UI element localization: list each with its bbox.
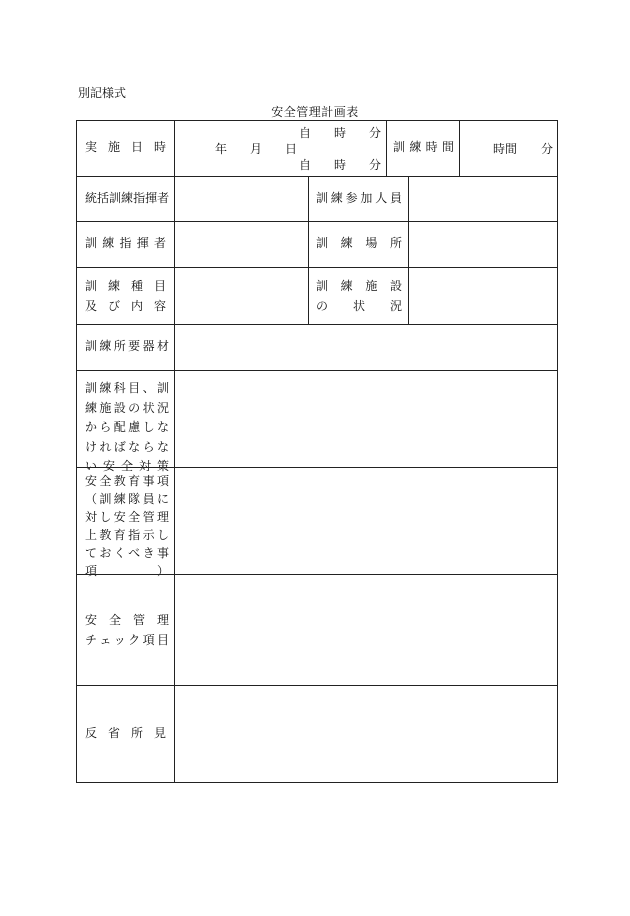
- label-char: 管: [142, 510, 155, 524]
- label-char: 内: [130, 298, 143, 313]
- label-char: 全: [120, 459, 133, 473]
- label-char: 況: [389, 298, 402, 313]
- label-char: 練: [113, 492, 126, 506]
- label-char: 所: [130, 726, 143, 740]
- label-line: [316, 277, 402, 297]
- label-line: [85, 379, 169, 399]
- time-part: 時: [333, 158, 346, 172]
- label-char: し: [99, 510, 112, 524]
- end-time[interactable]: [299, 156, 381, 173]
- label-char: 全: [108, 613, 121, 627]
- time-part: 年: [215, 142, 228, 156]
- page-title: 安全管理計画表: [271, 105, 359, 119]
- label-char: き: [142, 546, 155, 560]
- label-char: 指: [119, 236, 132, 250]
- label-char: 状: [352, 298, 365, 313]
- label-char: 時: [153, 140, 166, 154]
- label-char: 配: [113, 420, 126, 434]
- label-line: [85, 297, 166, 317]
- label-char: 安: [102, 459, 115, 473]
- label-char: 目: [156, 632, 169, 647]
- label-line: [85, 544, 169, 562]
- label-char: 間: [441, 140, 454, 154]
- form-type-label: 別記様式: [78, 86, 127, 100]
- label-char: し: [142, 420, 155, 434]
- label-char: 反: [85, 726, 98, 740]
- time-part: 時: [333, 126, 346, 140]
- facility-value-cell[interactable]: [408, 267, 558, 324]
- label-char: 加: [360, 191, 373, 205]
- label-char: 項: [142, 632, 155, 647]
- label-char: 員: [142, 492, 155, 506]
- label-char: ば: [113, 439, 126, 454]
- label-char: 要: [128, 339, 141, 353]
- label-char: 訓: [156, 381, 169, 395]
- safety-measures-value-cell[interactable]: [174, 370, 558, 467]
- label-char: 施: [99, 400, 112, 415]
- label-char: 器: [142, 339, 155, 353]
- time-part: 分: [540, 142, 553, 156]
- label-char: れ: [99, 439, 112, 454]
- equipment-label-cell: [76, 324, 174, 370]
- label-char: け: [85, 439, 98, 454]
- label-char: 事: [142, 474, 155, 488]
- label-char: 示: [142, 528, 155, 542]
- label-char: な: [156, 439, 169, 454]
- label-char: 対: [138, 459, 151, 473]
- label-char: 練: [340, 279, 353, 293]
- time-part: 時間: [493, 142, 518, 156]
- label-char: 練: [107, 279, 120, 293]
- label-char: 況: [156, 400, 169, 415]
- check-items-label: [85, 611, 169, 650]
- label-char: チ: [85, 632, 98, 647]
- label-char: 練: [409, 140, 422, 154]
- place-label-cell: [308, 221, 408, 267]
- label-char: 策: [156, 459, 169, 473]
- label-char: な: [128, 439, 141, 454]
- label-char: 場: [365, 236, 378, 250]
- label-char: び: [107, 298, 120, 313]
- label-char: 容: [153, 298, 166, 313]
- reflection-label-cell: [76, 685, 174, 783]
- label-char: か: [85, 420, 98, 434]
- label-line: [85, 418, 169, 438]
- participants-label: [316, 189, 402, 209]
- label-char: 訓: [85, 381, 98, 395]
- label-char: 育: [113, 528, 126, 542]
- place-value-cell[interactable]: [408, 221, 558, 267]
- time-part: 日: [284, 142, 297, 156]
- label-line: [85, 438, 169, 458]
- label-char: 参: [345, 191, 358, 205]
- label-line: [85, 508, 169, 526]
- label-char: 全: [128, 510, 141, 524]
- label-char: 項: [156, 474, 169, 488]
- equipment-label: [85, 337, 169, 357]
- commander-value-cell[interactable]: [174, 176, 308, 221]
- label-char: 訓: [393, 140, 406, 154]
- label-char: 人: [375, 191, 388, 205]
- label-char: く: [113, 546, 126, 560]
- label-char: 練: [85, 400, 98, 415]
- label-char: 練: [99, 339, 112, 353]
- type-label: [85, 277, 166, 316]
- education-label: [85, 472, 169, 580]
- participants-label-cell: [308, 176, 408, 221]
- label-char: 教: [99, 528, 112, 542]
- label-char: 揮: [145, 191, 158, 205]
- education-label-cell: [76, 467, 174, 578]
- label-char: 理: [156, 510, 169, 524]
- label-char: 科: [113, 381, 126, 395]
- duration-label: [393, 138, 454, 158]
- label-char: 訓: [316, 279, 329, 293]
- label-char: 者: [153, 236, 166, 250]
- equipment-value-cell[interactable]: [174, 324, 558, 370]
- time-part: 分: [368, 126, 381, 140]
- time-part: 分: [368, 158, 381, 172]
- label-char: 所: [389, 236, 402, 250]
- leader-value-cell[interactable]: [174, 221, 308, 267]
- check-items-value-cell[interactable]: [174, 574, 558, 685]
- label-char: ッ: [113, 632, 126, 647]
- commander-label-cell: [76, 176, 174, 221]
- label-char: （: [85, 492, 98, 506]
- label-char: 訓: [99, 492, 112, 506]
- type-value-cell[interactable]: [174, 267, 308, 324]
- time-part: 自: [299, 158, 312, 172]
- label-char: 員: [389, 191, 402, 205]
- label-char: い: [85, 459, 98, 473]
- label-char: 安: [113, 510, 126, 524]
- label-line: [85, 526, 169, 544]
- label-line: [85, 611, 169, 631]
- label-char: 見: [153, 726, 166, 740]
- label-char: 対: [85, 510, 98, 524]
- label-char: 括: [97, 191, 110, 205]
- date-value-cell[interactable]: [174, 120, 386, 176]
- label-char: 及: [85, 298, 98, 313]
- label-char: 事: [156, 546, 169, 560]
- label-char: 安: [85, 474, 98, 488]
- label-char: 項: [85, 564, 98, 578]
- label-char: お: [99, 546, 112, 560]
- label-char: 訓: [85, 236, 98, 250]
- safety-measures-label: [85, 379, 169, 477]
- label-char: べ: [128, 546, 141, 560]
- duration-value-cell[interactable]: [459, 120, 558, 176]
- label-char: ら: [99, 420, 112, 434]
- commander-label: [85, 189, 169, 209]
- place-label: [316, 234, 402, 254]
- label-line: [85, 631, 169, 651]
- type-label-cell: [76, 267, 174, 324]
- label-char: 省: [107, 726, 120, 740]
- label-char: 練: [330, 191, 343, 205]
- label-char: 練: [340, 236, 353, 250]
- facility-label: [316, 277, 402, 316]
- label-char: 実: [85, 140, 98, 154]
- time-part: 自: [299, 126, 312, 140]
- label-char: 理: [156, 613, 169, 627]
- label-char: 訓: [85, 279, 98, 293]
- label-line: [316, 297, 402, 317]
- label-line: [85, 472, 169, 490]
- label-char: 慮: [128, 420, 141, 434]
- label-char: 施: [107, 140, 120, 154]
- label-char: て: [85, 546, 98, 560]
- duration-label-cell: [386, 120, 459, 176]
- label-char: 訓: [316, 236, 329, 250]
- label-char: 統: [85, 191, 98, 205]
- label-char: 訓: [85, 339, 98, 353]
- start-time[interactable]: [299, 124, 381, 141]
- reflection-label: [85, 724, 166, 744]
- time-part: 月: [249, 142, 262, 156]
- label-char: 上: [85, 528, 98, 542]
- label-char: 者: [157, 191, 170, 205]
- label-line: [85, 490, 169, 508]
- safety-measures-label-cell: [76, 370, 174, 473]
- label-char: 指: [128, 528, 141, 542]
- facility-label-cell: [308, 267, 408, 324]
- label-char: 管: [132, 613, 145, 627]
- check-items-label-cell: [76, 574, 174, 685]
- label-char: 日: [130, 140, 143, 154]
- label-char: ）: [156, 564, 169, 578]
- label-char: ら: [142, 439, 155, 454]
- label-char: 目: [128, 381, 141, 395]
- date-label: [85, 138, 166, 158]
- label-char: 揮: [136, 236, 149, 250]
- label-char: 練: [102, 236, 115, 250]
- education-value-cell[interactable]: [174, 467, 558, 574]
- label-char: 材: [156, 339, 169, 353]
- label-char: 訓: [316, 191, 329, 205]
- label-char: の: [128, 400, 141, 415]
- leader-label: [85, 234, 166, 254]
- label-char: ク: [128, 632, 141, 647]
- label-line: [85, 399, 169, 419]
- participants-value-cell[interactable]: [408, 176, 558, 221]
- label-char: 目: [153, 279, 166, 293]
- label-char: に: [156, 492, 169, 506]
- reflection-value-cell[interactable]: [174, 685, 558, 783]
- leader-label-cell: [76, 221, 174, 267]
- label-char: 設: [113, 400, 126, 415]
- label-char: 指: [133, 191, 146, 205]
- label-line: [85, 277, 166, 297]
- label-char: の: [316, 298, 329, 313]
- label-char: 教: [113, 474, 126, 488]
- duration-value[interactable]: [493, 140, 553, 157]
- label-char: し: [156, 528, 169, 542]
- label-char: 種: [130, 279, 143, 293]
- label-char: 時: [425, 140, 438, 154]
- label-char: 安: [85, 613, 98, 627]
- label-char: 練: [99, 381, 112, 395]
- label-char: 設: [389, 279, 402, 293]
- label-char: 状: [142, 400, 155, 415]
- label-char: 訓: [109, 191, 122, 205]
- date-label-cell: [76, 120, 174, 176]
- label-char: な: [156, 420, 169, 434]
- label-char: 所: [113, 339, 126, 353]
- label-char: 育: [128, 474, 141, 488]
- label-char: 隊: [128, 492, 141, 506]
- label-char: 全: [99, 474, 112, 488]
- label-char: 、: [142, 381, 155, 395]
- date-ymd[interactable]: [215, 140, 297, 157]
- label-char: 施: [365, 279, 378, 293]
- label-char: 練: [121, 191, 134, 205]
- label-char: ェ: [99, 632, 112, 647]
